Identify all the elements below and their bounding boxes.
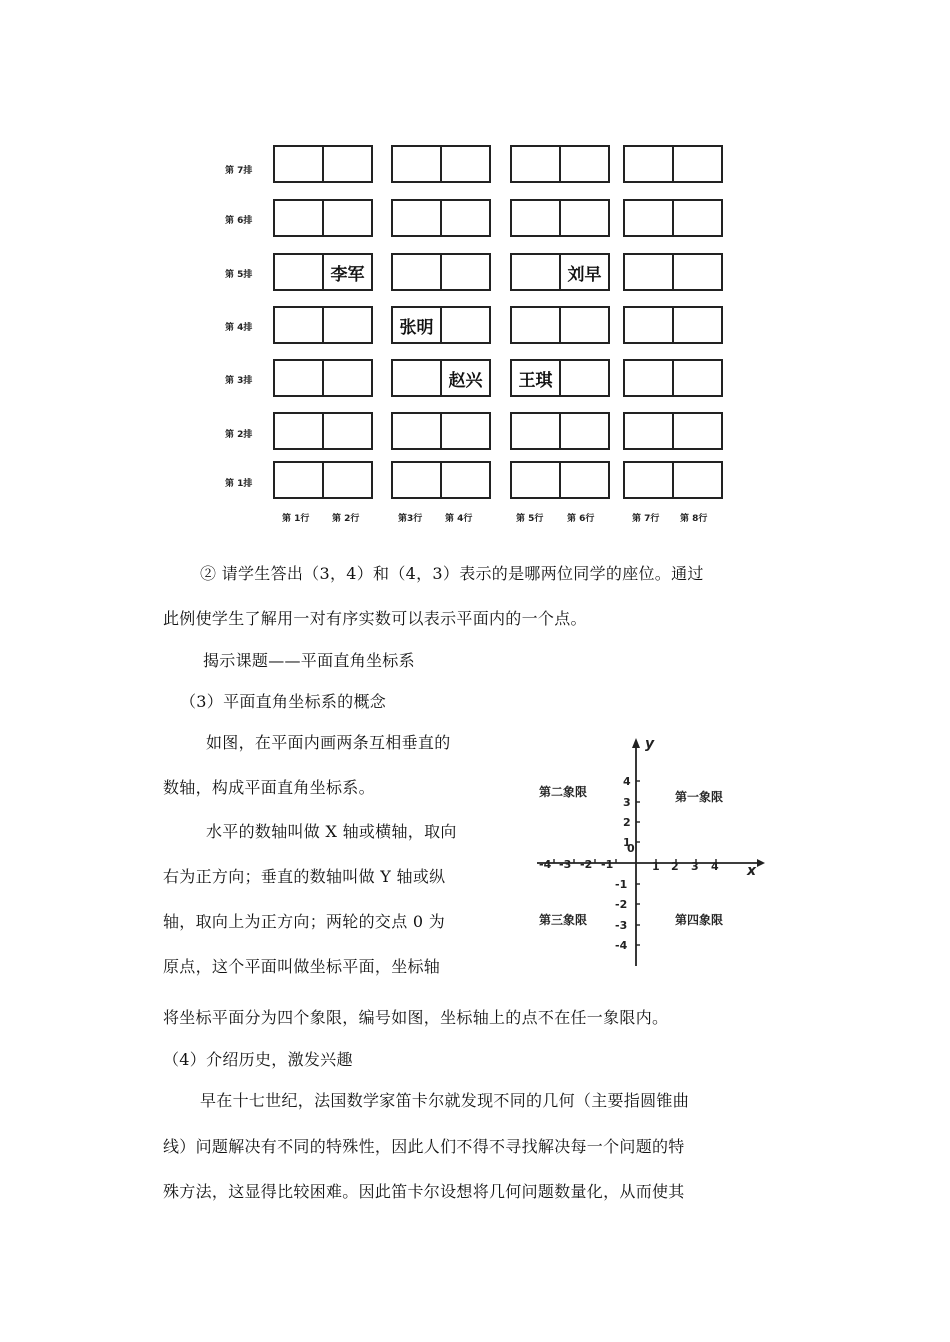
seat bbox=[324, 414, 371, 448]
seat bbox=[275, 361, 324, 395]
y-tick-label: 2 bbox=[623, 816, 631, 829]
seat bbox=[625, 308, 674, 342]
seat bbox=[674, 201, 721, 235]
seat bbox=[625, 201, 674, 235]
row-label-3: 第 3排 bbox=[225, 376, 253, 386]
x-axis-arrow bbox=[757, 859, 765, 867]
seat bbox=[324, 308, 371, 342]
seat bbox=[674, 147, 721, 181]
seat bbox=[324, 201, 371, 235]
column-label-5: 第 5行 bbox=[516, 514, 544, 524]
row-label-6: 第 6排 bbox=[225, 216, 253, 226]
seat bbox=[275, 255, 324, 289]
desk-group bbox=[623, 412, 723, 450]
column-label-1: 第 1行 bbox=[282, 514, 310, 524]
seat bbox=[442, 463, 489, 497]
paragraph-line: 右为正方向；垂直的数轴叫做 Y 轴或纵 bbox=[163, 867, 446, 886]
desk-group bbox=[273, 461, 373, 499]
desk-group bbox=[273, 253, 373, 291]
column-label-4: 第 4行 bbox=[445, 514, 473, 524]
seat bbox=[625, 414, 674, 448]
y-tick-label: 1 bbox=[623, 836, 631, 849]
x-tick-label: 2 bbox=[671, 860, 679, 873]
paragraph-line: 将坐标平面分为四个象限，编号如图，坐标轴上的点不在任一象限内。 bbox=[163, 1008, 669, 1027]
x-tick-label: -2 bbox=[580, 858, 593, 871]
seat bbox=[275, 414, 324, 448]
y-tick-label: 4 bbox=[623, 775, 631, 788]
seat-zhang-ming: 张明 bbox=[393, 308, 442, 342]
column-label-2: 第 2行 bbox=[332, 514, 360, 524]
seat bbox=[561, 463, 608, 497]
paragraph-line: 轴，取向上为正方向；两轮的交点 0 为 bbox=[163, 912, 446, 931]
desk-group bbox=[273, 145, 373, 183]
desk-group bbox=[273, 306, 373, 344]
paragraph-line: 水平的数轴叫做 X 轴或横轴，取向 bbox=[206, 822, 457, 841]
paragraph-line: 如图，在平面内画两条互相垂直的 bbox=[206, 733, 451, 752]
row-label-2: 第 2排 bbox=[225, 430, 253, 440]
seat bbox=[442, 308, 489, 342]
row-label-4: 第 4排 bbox=[225, 323, 253, 333]
x-axis-label: x bbox=[747, 863, 757, 879]
paragraph-line: 早在十七世纪，法国数学家笛卡尔就发现不同的几何（主要指圆锥曲 bbox=[200, 1091, 690, 1110]
seat bbox=[275, 308, 324, 342]
desk-group bbox=[623, 461, 723, 499]
desk-group bbox=[623, 253, 723, 291]
seat bbox=[442, 201, 489, 235]
seat bbox=[393, 463, 442, 497]
row-label-1: 第 1排 bbox=[225, 479, 253, 489]
desk-group bbox=[510, 306, 610, 344]
desk-group bbox=[510, 253, 610, 291]
desk-group bbox=[623, 359, 723, 397]
seat bbox=[393, 414, 442, 448]
desk-group bbox=[623, 199, 723, 237]
seat bbox=[674, 361, 721, 395]
seat bbox=[512, 463, 561, 497]
seat bbox=[512, 308, 561, 342]
paragraph-line: 线）问题解决有不同的特殊性，因此人们不得不寻找解决每一个问题的特 bbox=[163, 1137, 685, 1156]
desk-group bbox=[391, 199, 491, 237]
desk-group bbox=[273, 412, 373, 450]
seat bbox=[393, 147, 442, 181]
y-axis-arrow bbox=[632, 738, 640, 748]
seat bbox=[625, 361, 674, 395]
seat bbox=[674, 308, 721, 342]
x-tick-label: -4 bbox=[539, 858, 552, 871]
seat bbox=[442, 147, 489, 181]
section-heading: （3）平面直角坐标系的概念 bbox=[180, 692, 387, 711]
y-tick-label: -1 bbox=[615, 878, 628, 891]
desk-group bbox=[391, 461, 491, 499]
column-label-3: 第3行 bbox=[398, 514, 423, 524]
seat bbox=[561, 308, 608, 342]
seat-zhao-xing: 赵兴 bbox=[448, 370, 483, 391]
desk-group bbox=[510, 359, 610, 397]
seat-wang-qi: 王琪 bbox=[512, 361, 561, 395]
desk-group bbox=[391, 359, 491, 397]
y-tick-label: -2 bbox=[615, 898, 628, 911]
row-label-7: 第 7排 bbox=[225, 166, 253, 176]
seat bbox=[561, 147, 608, 181]
x-tick-label: 4 bbox=[711, 860, 719, 873]
seat bbox=[442, 255, 489, 289]
seat bbox=[324, 463, 371, 497]
y-tick-label: -3 bbox=[615, 919, 628, 932]
x-tick-label: 3 bbox=[691, 860, 699, 873]
seat bbox=[674, 463, 721, 497]
seat bbox=[512, 255, 561, 289]
seat bbox=[625, 463, 674, 497]
desk-group bbox=[391, 253, 491, 291]
x-tick-label: -1 bbox=[601, 858, 614, 871]
origin-label: 0 bbox=[627, 842, 635, 855]
seat bbox=[393, 201, 442, 235]
x-tick-label: -3 bbox=[559, 858, 572, 871]
seating-chart-figure bbox=[225, 140, 735, 530]
x-tick-label: 1 bbox=[652, 860, 660, 873]
y-axis-label: y bbox=[645, 736, 655, 752]
seat bbox=[275, 147, 324, 181]
coordinate-axes-figure bbox=[525, 730, 770, 970]
column-label-7: 第 7行 bbox=[632, 514, 660, 524]
paragraph-line: 殊方法，这显得比较困难。因此笛卡尔设想将几何问题数量化，从而使其 bbox=[163, 1182, 685, 1201]
quadrant-3-label: 第三象限 bbox=[539, 913, 588, 927]
desk-group bbox=[510, 412, 610, 450]
seat bbox=[512, 201, 561, 235]
paragraph-line: 数轴，构成平面直角坐标系。 bbox=[163, 778, 375, 797]
desk-group bbox=[391, 145, 491, 183]
desk-group bbox=[623, 145, 723, 183]
desk-group bbox=[273, 199, 373, 237]
seat bbox=[275, 463, 324, 497]
paragraph-line: 此例使学生了解用一对有序实数可以表示平面内的一个点。 bbox=[163, 609, 587, 628]
seat bbox=[393, 255, 442, 289]
quadrant-2-label: 第二象限 bbox=[539, 785, 588, 799]
y-tick-label: 3 bbox=[623, 796, 631, 809]
seat bbox=[625, 255, 674, 289]
seat bbox=[393, 361, 442, 395]
desk-group bbox=[623, 306, 723, 344]
quadrant-4-label: 第四象限 bbox=[675, 913, 724, 927]
seat bbox=[324, 361, 371, 395]
seat bbox=[561, 414, 608, 448]
seat bbox=[275, 201, 324, 235]
desk-group bbox=[510, 461, 610, 499]
seat bbox=[561, 201, 608, 235]
seat-li-jun: 李军 bbox=[330, 264, 365, 285]
section-heading: （4）介绍历史，激发兴趣 bbox=[163, 1050, 353, 1069]
desk-group bbox=[510, 145, 610, 183]
desk-group bbox=[510, 199, 610, 237]
seat bbox=[561, 361, 608, 395]
subtitle: 揭示课题——平面直角坐标系 bbox=[203, 651, 415, 670]
seat bbox=[512, 414, 561, 448]
seat bbox=[512, 147, 561, 181]
quadrant-1-label: 第一象限 bbox=[675, 790, 724, 804]
seat bbox=[674, 255, 721, 289]
paragraph-line: 原点，这个平面叫做坐标平面，坐标轴 bbox=[163, 957, 441, 976]
column-label-6: 第 6行 bbox=[567, 514, 595, 524]
desk-group bbox=[391, 306, 491, 344]
column-label-8: 第 8行 bbox=[680, 514, 708, 524]
seat bbox=[674, 414, 721, 448]
row-label-5: 第 5排 bbox=[225, 270, 253, 280]
y-tick-label: -4 bbox=[615, 939, 628, 952]
seat bbox=[625, 147, 674, 181]
seat bbox=[324, 147, 371, 181]
desk-group bbox=[273, 359, 373, 397]
desk-group bbox=[391, 412, 491, 450]
seat-liu-zao: 刘早 bbox=[567, 264, 602, 285]
seat bbox=[442, 414, 489, 448]
paragraph-line: ② 请学生答出（3，4）和（4，3）表示的是哪两位同学的座位。通过 bbox=[200, 564, 704, 583]
